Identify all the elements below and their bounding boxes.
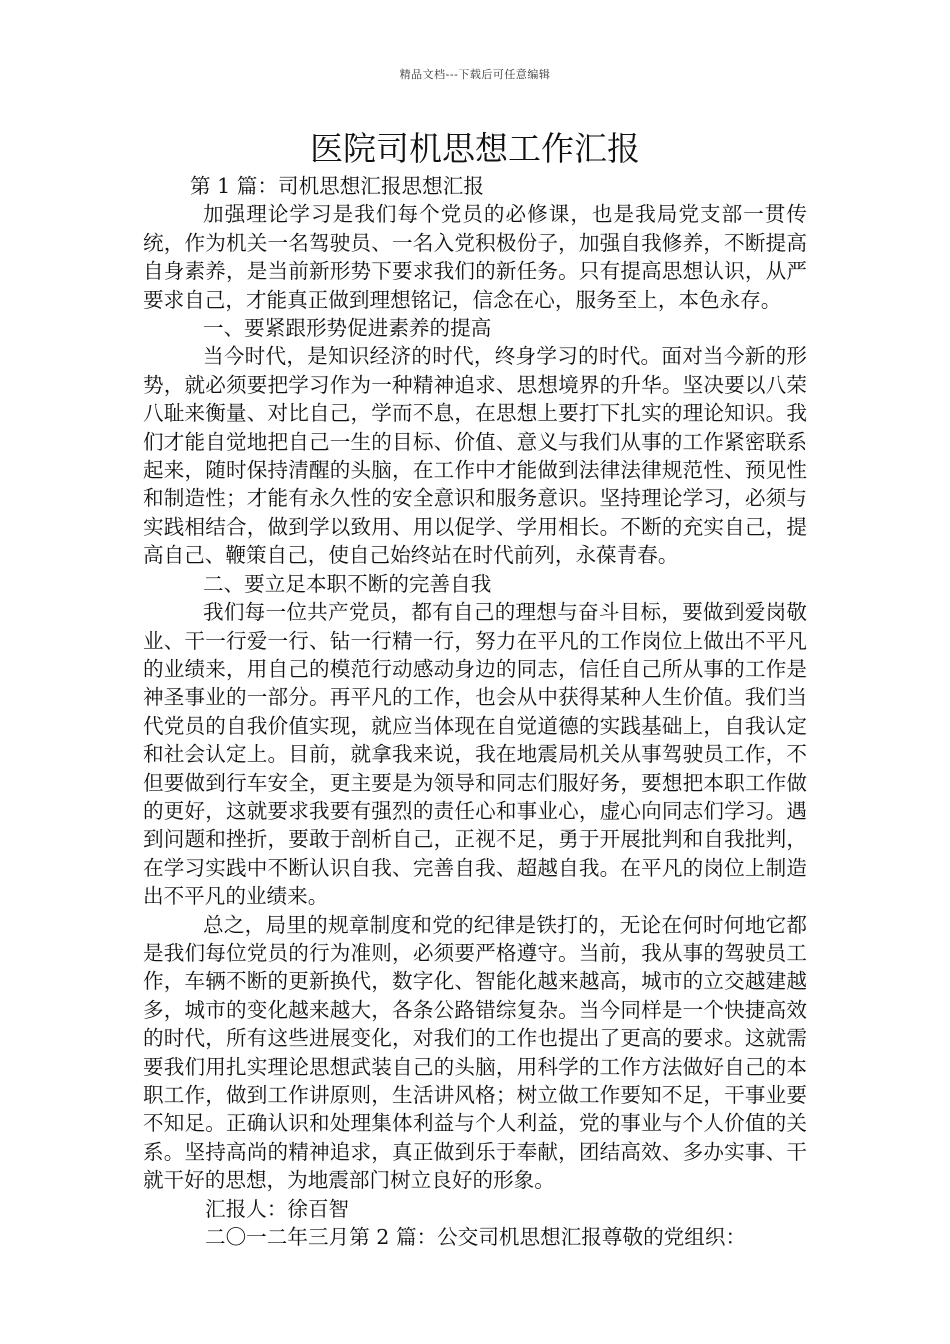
page-header: 精品文档---下载后可任意编辑 [399, 68, 551, 81]
body-paragraph: 加强理论学习是我们每个党员的必修课，也是我局党支部一贯传统，作为机关一名驾驶员、一名入党积极份子，加强自我修养，不断提高自身素养，是当前新形势下要求我们的新任务。只有提高思想认识，从严要求自己，才能真正做到理想铭记，信念在心，服务至上，本色永存。 [143, 202, 807, 312]
subsection-heading: 一、要紧跟形势促进素养的提高 [203, 316, 492, 341]
body-paragraph: 我们每一位共产党员，都有自己的理想与奋斗目标，要做到爱岗敬业、干一行爱一行、钻一行精一行，努力在平凡的工作岗位上做出不平凡的业绩来，用自己的模范行动感动身边的同志，信任自己所从事的工作是神圣事业的一部分。再平凡的工作，也会从中获得某种人生价值。我们当代党员的自我价值实现，就应当体现在自觉道德的实践基础上，自我认定和社会认定上。目前，就拿我来说，我在地震局机关从事驾驶员工作，不但要做到行车安全，更主要是为领导和同志们服好务，要想把本职工作做的更好，这就要求我要有强烈的责任心和事业心，虚心向同志们学习。遇到问题和挫折，要敢于剖析自己，正视不足，勇于开展批判和自我批判，在学习实践中不断认识自我、完善自我、超越自我。在平凡的岗位上制造出不平凡的业绩来。 [143, 600, 807, 909]
body-paragraph: 当今时代，是知识经济的时代，终身学习的时代。面对当今新的形势，就必须要把学习作为一种精神追求、思想境界的升华。坚决要以八荣八耻来衡量、对比自己，学而不息，在思想上要打下扎实的理论知识。我们才能自觉地把自己一生的目标、价值、意义与我们从事的工作紧密联系起来，随时保持清醒的头脑，在工作中才能做到法律法律规范性、预见性和制造性；才能有永久性的安全意识和服务意识。坚持理论学习，必须与实践相结合，做到学以致用、用以促学、学用相长。不断的充实自己，提高自己、鞭策自己，使自己始终站在时代前列，永葆青春。 [143, 344, 807, 568]
date-next-section-line: 二〇一二年三月第 2 篇：公交司机思想汇报尊敬的党组织： [205, 1225, 747, 1250]
document-title: 医院司机思想工作汇报 [310, 129, 640, 168]
reporter-line: 汇报人：徐百智 [205, 1196, 350, 1221]
section-heading: 第 1 篇：司机思想汇报思想汇报 [190, 174, 484, 198]
body-paragraph: 总之，局里的规章制度和党的纪律是铁打的，无论在何时何地它都是我们每位党员的行为准则，必须要严格遵守。当前，我从事的驾驶员工作，车辆不断的更新换代，数字化、智能化越来越高，城市的立交越建越多，城市的变化越来越大，各条公路错综复杂。当今同样是一个快捷高效的时代，所有这些进展变化，对我们的工作也提出了更高的要求。这就需要我们用扎实理论思想武装自己的头脑，用科学的工作方法做好自己的本职工作，做到工作讲原则，生活讲风格；树立做工作要知不足，干事业要不知足。正确认识和处理集体利益与个人利益，党的事业与个人价值的关系。坚持高尚的精神追求，真正做到乐于奉献，团结高效、多办实事、干就干好的思想，为地震部门树立良好的形象。 [143, 912, 807, 1193]
document-body [143, 172, 807, 1251]
subsection-heading: 二、要立足本职不断的完善自我 [203, 571, 492, 596]
